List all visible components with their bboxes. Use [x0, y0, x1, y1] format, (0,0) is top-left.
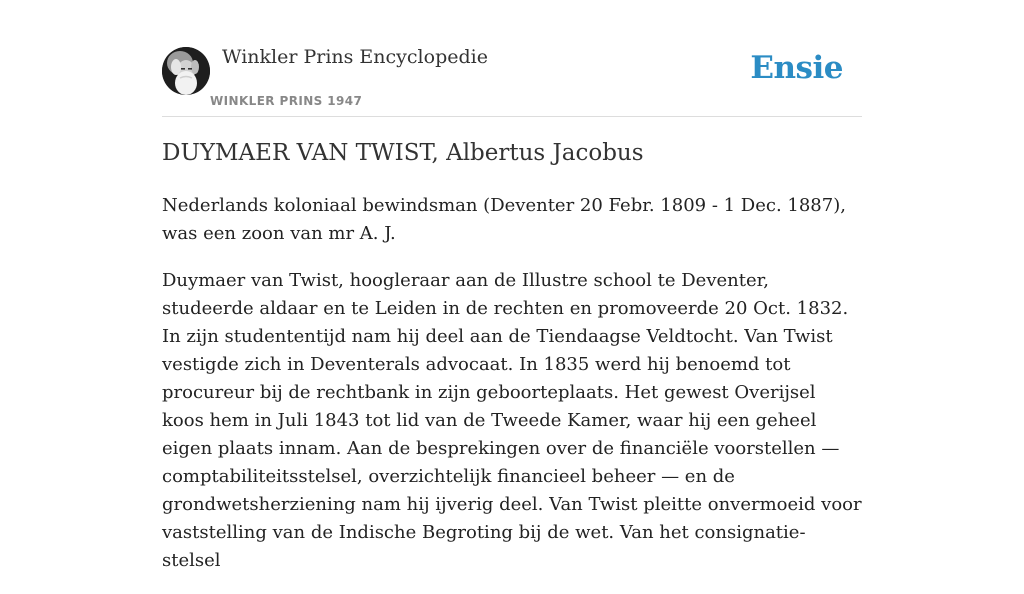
article-title: DUYMAER VAN TWIST, Albertus Jacobus [162, 140, 644, 166]
article-paragraph: Duymaer van Twist, hoogleraar aan de Illustre school te Deventer, studeerde aldaar en te Leiden in de rechten en promoveerde 20 Oct. 1832. In zijn studententijd nam hij deel aan de Tiendaagse Veldtocht. Van Twist vestigde zich in Deventerals advocaat. In 1835 werd hij benoemd tot procureur bij de rechtbank in zijn geboorteplaats. Het gewest Overijsel koos hem in Juli 1843 tot lid van de Tweede Kamer, waar hij een geheel eigen plaats innam. Aan de besprekingen over de financiële voorstellen — comptabiliteitsstelsel, overzichtelijk financieel beheer — en de grondwetsherziening nam hij ijverig deel. Van Twist pleitte onvermoeid voor vaststelling van de Indische Begroting bij de wet. Van het consignatie-stelsel [162, 270, 862, 571]
page-header [162, 0, 862, 117]
source-subtitle[interactable]: WINKLER PRINS 1947 [210, 94, 363, 108]
article-paragraph: Nederlands koloniaal bewindsman (Deventer 20 Febr. 1809 - 1 Dec. 1887), was een zoon van mr A. J. [162, 195, 846, 244]
source-name[interactable]: Winkler Prins Encyclopedie [222, 46, 488, 68]
brand-logo[interactable]: Ensie [750, 50, 843, 86]
article-body [162, 192, 862, 594]
source-avatar[interactable] [162, 47, 210, 95]
bearded-man-portrait-icon [162, 47, 210, 95]
